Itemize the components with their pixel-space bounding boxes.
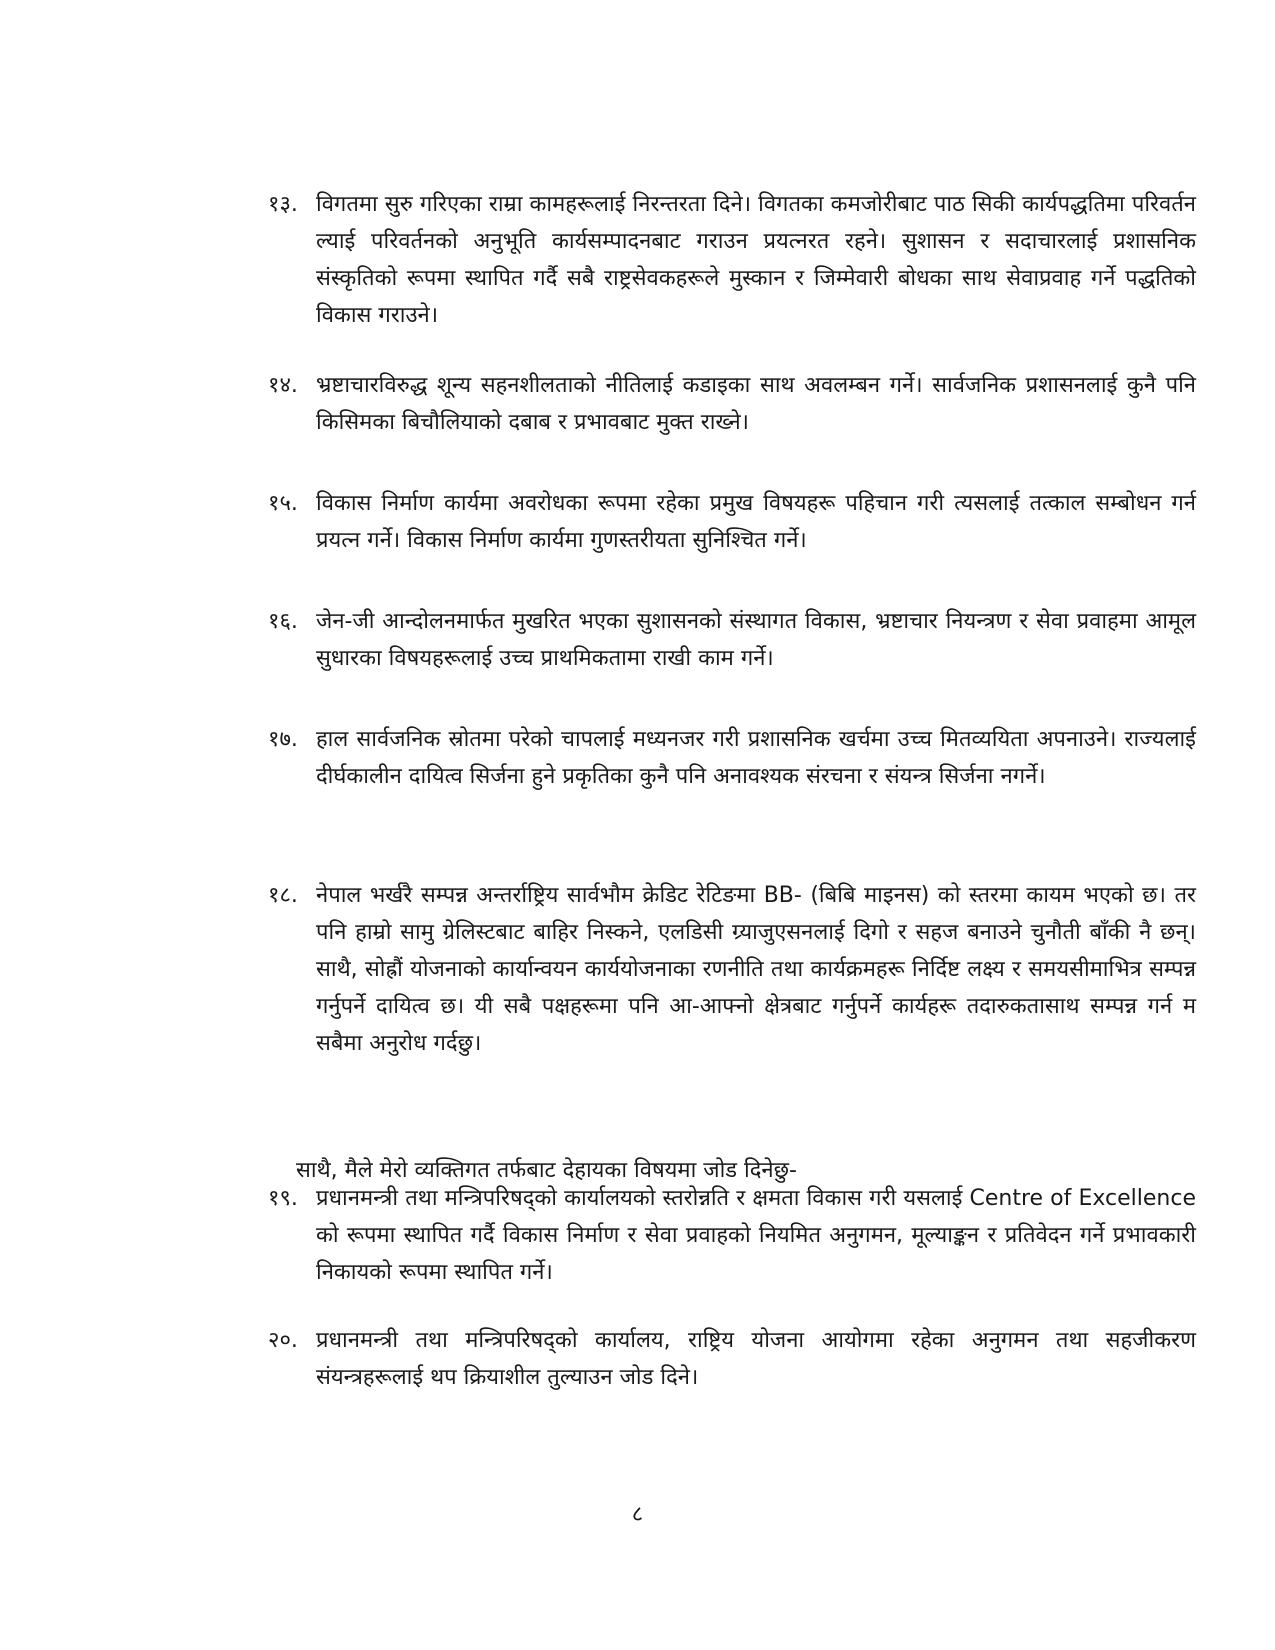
intro-paragraph: साथै, मैले मेरो व्यक्तिगत तर्फबाट देहायका विषयमा जोड दिनेछु- bbox=[296, 1158, 798, 1183]
item-number: १८. bbox=[268, 883, 298, 908]
item-number: १३. bbox=[268, 192, 298, 217]
item-text: जेन-जी आन्दोलनमार्फत मुखरित भएका सुशासनको संस्थागत विकास, भ्रष्टाचार नियन्त्रण र सेवा प्रवाहमा आमूल सुधारका विषयहरूलाई उच्च प्राथमिकतामा राखी काम गर्ने। bbox=[316, 609, 1196, 671]
item-number: १४. bbox=[268, 373, 298, 398]
page-number: ८ bbox=[631, 1502, 644, 1527]
item-number: १९. bbox=[268, 1186, 298, 1211]
item-number: २०. bbox=[268, 1328, 298, 1353]
list-item-14 bbox=[268, 367, 1196, 441]
item-number: १६. bbox=[268, 609, 298, 634]
item-text: विगतमा सुरु गरिएका राम्रा कामहरूलाई निरन्तरता दिने। विगतका कमजोरीबाट पाठ सिकी कार्यपद्धतिमा परिवर्तन ल्याई परिवर्तनको अनुभूति कार्यसम्पादनबाट गराउन प्रयत्नरत रहने। सुशासन र सदाचारलाई प्रशासनिक संस्कृतिको रूपमा स्थापित गर्दै सबै राष्ट्रसेवकहरूले मुस्कान र जिम्मेवारी बोधका साथ सेवाप्रवाह गर्ने पद्धतिको विकास गराउने। bbox=[316, 192, 1196, 328]
item-text: हाल सार्वजनिक स्रोतमा परेको चापलाई मध्यनजर गरी प्रशासनिक खर्चमा उच्च मितव्ययिता अपनाउने। राज्यलाई दीर्घकालीन दायित्व सिर्जना हुने प्रकृतिका कुनै पनि अनावश्यक संरचना र संयन्त्र सिर्जना नगर्ने। bbox=[316, 727, 1196, 789]
list-item-13 bbox=[268, 186, 1196, 334]
list-item-20 bbox=[268, 1322, 1196, 1396]
list-item-17 bbox=[268, 721, 1196, 795]
list-item-18 bbox=[268, 877, 1196, 1062]
item-number: १५. bbox=[268, 491, 298, 516]
list-item-15 bbox=[268, 485, 1196, 559]
list-item-19 bbox=[268, 1180, 1196, 1291]
item-text: नेपाल भर्खरै सम्पन्न अन्तर्राष्ट्रिय सार्वभौम क्रेडिट रेटिङमा BB- (बिबि माइनस) को स्तरमा कायम भएको छ। तर पनि हाम्रो सामु ग्रेलिस्टबाट बाहिर निस्कने, एलडिसी ग्र्याजुएसनलाई दिगो र सहज बनाउने चुनौती बाँकी नै छन्। साथै, सोह्रौं योजनाको कार्यान्वयन कार्ययोजनाका रणनीति तथा कार्यक्रमहरू निर्दिष्ट लक्ष्य र समयसीमाभित्र सम्पन्न गर्नुपर्ने दायित्व छ। यी सबै पक्षहरूमा पनि आ-आफ्नो क्षेत्रबाट गर्नुपर्ने कार्यहरू तदारुकतासाथ सम्पन्न गर्न म सबैमा अनुरोध गर्दछु। bbox=[316, 883, 1196, 1056]
item-text: विकास निर्माण कार्यमा अवरोधका रूपमा रहेका प्रमुख विषयहरू पहिचान गरी त्यसलाई तत्काल सम्बोधन गर्न प्रयत्न गर्ने। विकास निर्माण कार्यमा गुणस्तरीयता सुनिश्चित गर्ने। bbox=[316, 491, 1196, 553]
item-text: भ्रष्टाचारविरुद्ध शून्य सहनशीलताको नीतिलाई कडाइका साथ अवलम्बन गर्ने। सार्वजनिक प्रशासनलाई कुनै पनि किसिमका बिचौलियाको दबाब र प्रभावबाट मुक्त राख्ने। bbox=[316, 373, 1196, 435]
item-text: प्रधानमन्त्री तथा मन्त्रिपरिषद्को कार्यालयको स्तरोन्नति र क्षमता विकास गरी यसलाई Centre of Excellence को रूपमा स्थापित गर्दै विकास निर्माण र सेवा प्रवाहको नियमित अनुगमन, मूल्याङ्कन र प्रतिवेदन गर्ने प्रभावकारी निकायको रूपमा स्थापित गर्ने। bbox=[316, 1186, 1196, 1285]
item-number: १७. bbox=[268, 727, 298, 752]
item-text: प्रधानमन्त्री तथा मन्त्रिपरिषद्को कार्यालय, राष्ट्रिय योजना आयोगमा रहेका अनुगमन तथा सहजीकरण संयन्त्रहरूलाई थप क्रियाशील तुल्याउन जोड दिने। bbox=[316, 1328, 1196, 1390]
list-item-16 bbox=[268, 603, 1196, 677]
